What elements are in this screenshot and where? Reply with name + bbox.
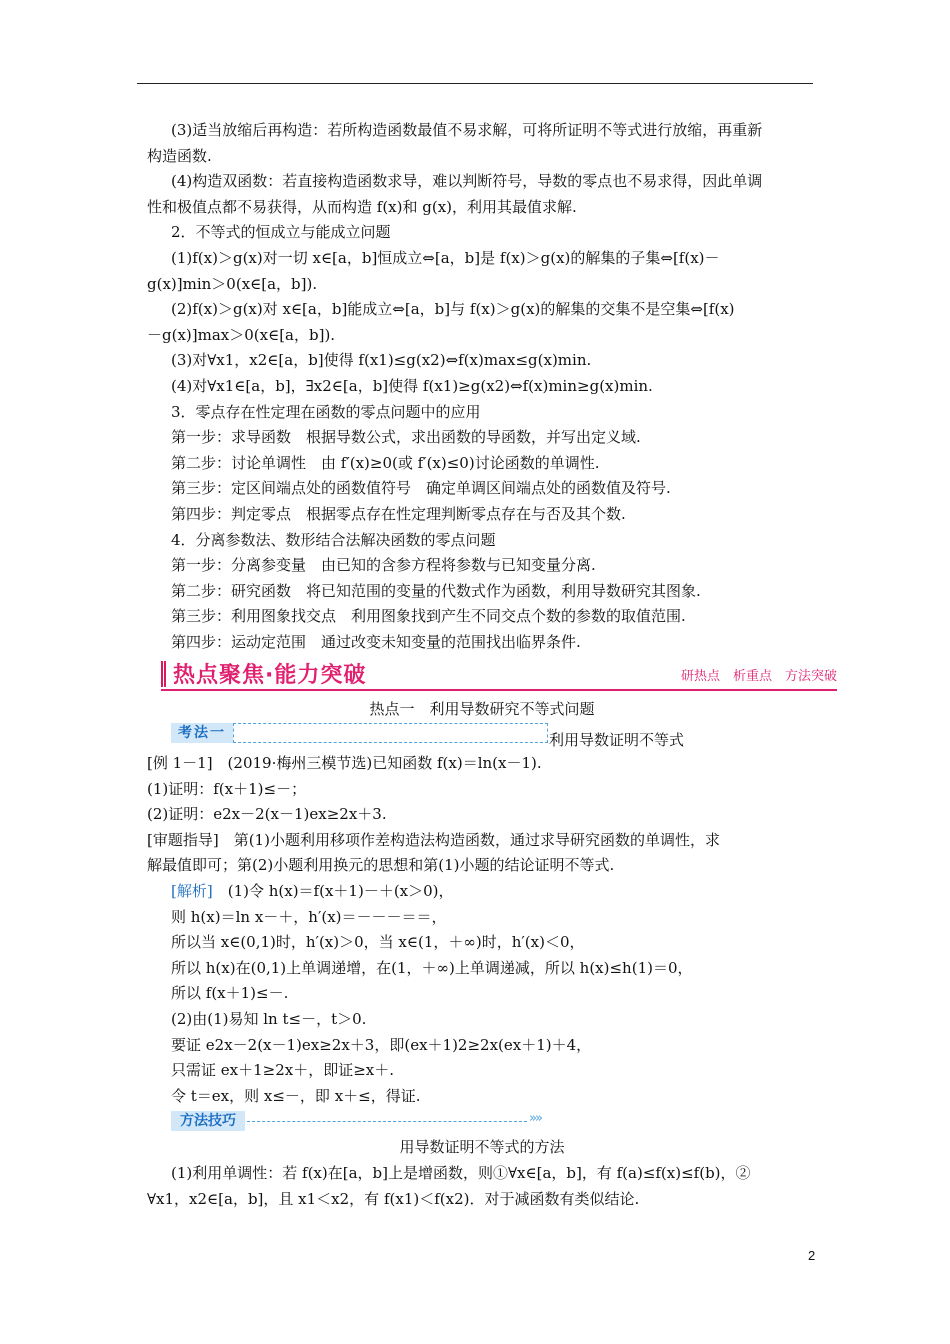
example-line: 解最值即可；第(2)小题利用换元的思想和第(1)小题的结论证明不等式.: [147, 856, 615, 875]
solution-line: 所以当 x∈(0,1)时，h′(x)＞0，当 x∈(1，＋∞)时，h′(x)＜0，: [171, 933, 585, 952]
text-line: (1)f(x)＞g(x)对一切 x∈[a，b]恒成立⇔[a，b]是 f(x)＞g(x)的解集的子集⇔[f(x)－: [171, 248, 720, 267]
double-chevron-icon: »»: [529, 1111, 541, 1127]
text-line: 4．分离参数法、数形结合法解决函数的零点问题: [171, 530, 496, 549]
method-line: (1)利用单调性：若 f(x)在[a，b]上是增函数，则①∀x∈[a，b]，有 f(a)≤f(x)≤f(b)，②: [171, 1163, 751, 1182]
text-line: (4)构造双函数：若直接构造函数求导，难以判断符号，导数的零点也不易求得，因此单调: [171, 172, 763, 191]
text-line: 2．不等式的恒成立与能成立问题: [171, 223, 391, 242]
method-section: [147, 1161, 817, 1212]
text-line: 第一步：分离参变量 由已知的含参方程将参数与已知变量分离.: [171, 556, 596, 575]
solution-line: 只需证 ex＋1≥2x＋，即证≥x＋.: [171, 1061, 395, 1080]
fangfa-tag: 方法技巧: [171, 1111, 245, 1131]
page-number: 2: [808, 1248, 816, 1263]
solution-line: (2)由(1)易知 ln t≤－，t＞0.: [171, 1010, 367, 1028]
text-line: 第三步：定区间端点处的函数值符号 确定单调区间端点处的函数值及符号.: [171, 479, 671, 498]
example-line: (2)证明：e2x－2(x－1)ex≥2x＋3.: [147, 805, 387, 824]
solution-line: 令 t＝ex，则 x≤－，即 x＋≤，得证.: [171, 1086, 421, 1105]
banner-title: 热点聚焦·能力突破: [173, 663, 367, 689]
text-line: 第四步：运动定范围 通过改变未知变量的范围找出临界条件.: [171, 632, 581, 651]
text-line: 第一步：求导函数 根据导数公式，求出函数的导函数，并写出定义域.: [171, 428, 641, 447]
solution-line: 则 h(x)＝ln x－＋，h′(x)＝－－－＝＝，: [171, 907, 447, 926]
text-line: 第三步：利用图象找交点 利用图象找到产生不同交点个数的参数的取值范围.: [171, 607, 686, 626]
kaofa-header: [147, 717, 817, 753]
kaofa-dashed-box: [233, 723, 548, 743]
hotspot-title: 热点一 利用导数研究不等式问题: [369, 700, 595, 719]
banner-subtitle: 研热点 析重点 方法突破: [680, 669, 837, 685]
example-line: [例 1－1] (2019·梅州三模节选)已知函数 f(x)＝ln(x－1).: [147, 754, 542, 773]
text-line: －g(x)]max＞0(x∈[a，b]).: [147, 325, 336, 344]
solution-first-line: [147, 879, 817, 905]
text-line: 3．零点存在性定理在函数的零点问题中的应用: [171, 402, 481, 421]
method-line: ∀x1，x2∈[a，b]，且 x1＜x2，有 f(x1)＜f(x2)．对于减函数有类似结论.: [147, 1189, 640, 1208]
text-line: (2)f(x)＞g(x)对 x∈[a，b]能成立⇔[a，b]与 f(x)＞g(x)的解集的交集不是空集⇔[f(x): [171, 300, 735, 319]
text-line: 第四步：判定零点 根据零点存在性定理判断零点存在与否及其个数.: [171, 504, 626, 523]
header-rule: [137, 83, 813, 84]
text-line: g(x)]min＞0(x∈[a，b]).: [147, 274, 318, 293]
fangfa-header: [147, 1109, 817, 1135]
example-section: [147, 751, 817, 879]
solution-first-text: (1)令 h(x)＝f(x＋1)－＋(x＞0)，: [212, 882, 454, 901]
text-line: 第二步：讨论单调性 由 f′(x)≥0(或 f′(x)≤0)讨论函数的单调性.: [171, 453, 600, 472]
text-line: (3)对∀x1，x2∈[a，b]使得 f(x1)≤g(x2)⇔f(x)max≤g(x)min.: [171, 351, 592, 370]
text-line: 构造函数.: [147, 146, 212, 165]
text-line: (4)对∀x1∈[a，b]，∃x2∈[a，b]使得 f(x1)≥g(x2)⇔f(x)min≥g(x)min.: [171, 376, 653, 395]
fangfa-dashed-line: [247, 1121, 527, 1122]
solution-line: 所以 f(x＋1)≤－.: [171, 984, 289, 1003]
banner-underline: [161, 689, 837, 691]
text-line: 第二步：研究函数 将已知范围的变量的代数式作为函数，利用导数研究其图象.: [171, 581, 701, 600]
kaofa-tag: 考法一: [171, 723, 233, 743]
example-line: (1)证明：f(x＋1)≤－；: [147, 779, 307, 798]
solution-line: 要证 e2x－2(x－1)ex≥2x＋3，即(ex＋1)2≥2x(ex＋1)＋4，: [171, 1035, 592, 1054]
example-line: [审题指导] 第(1)小题利用移项作差构造法构造函数，通过求导研究函数的单调性，求: [147, 830, 720, 849]
kaofa-text: 利用导数证明不等式: [549, 731, 685, 750]
solution-section: [147, 905, 817, 1110]
text-line: 性和极值点都不易获得，从而构造 f(x)和 g(x)，利用其最值求解.: [147, 197, 577, 216]
page-content: [147, 118, 837, 1212]
solution-line: 所以 h(x)在(0,1)上单调递增，在(1，＋∞)上单调递减，所以 h(x)≤h(1)＝0，: [171, 958, 693, 977]
theory-section: [147, 118, 817, 655]
jiexi-tag: [解析]: [171, 882, 213, 901]
text-line: (3)适当放缩后再构造：若所构造函数最值不易求解，可将所证明不等式进行放缩，再重新: [171, 121, 763, 139]
section-banner: [147, 659, 837, 693]
method-title: 用导数证明不等式的方法: [399, 1138, 565, 1157]
banner-stripe-icon: [161, 661, 167, 687]
